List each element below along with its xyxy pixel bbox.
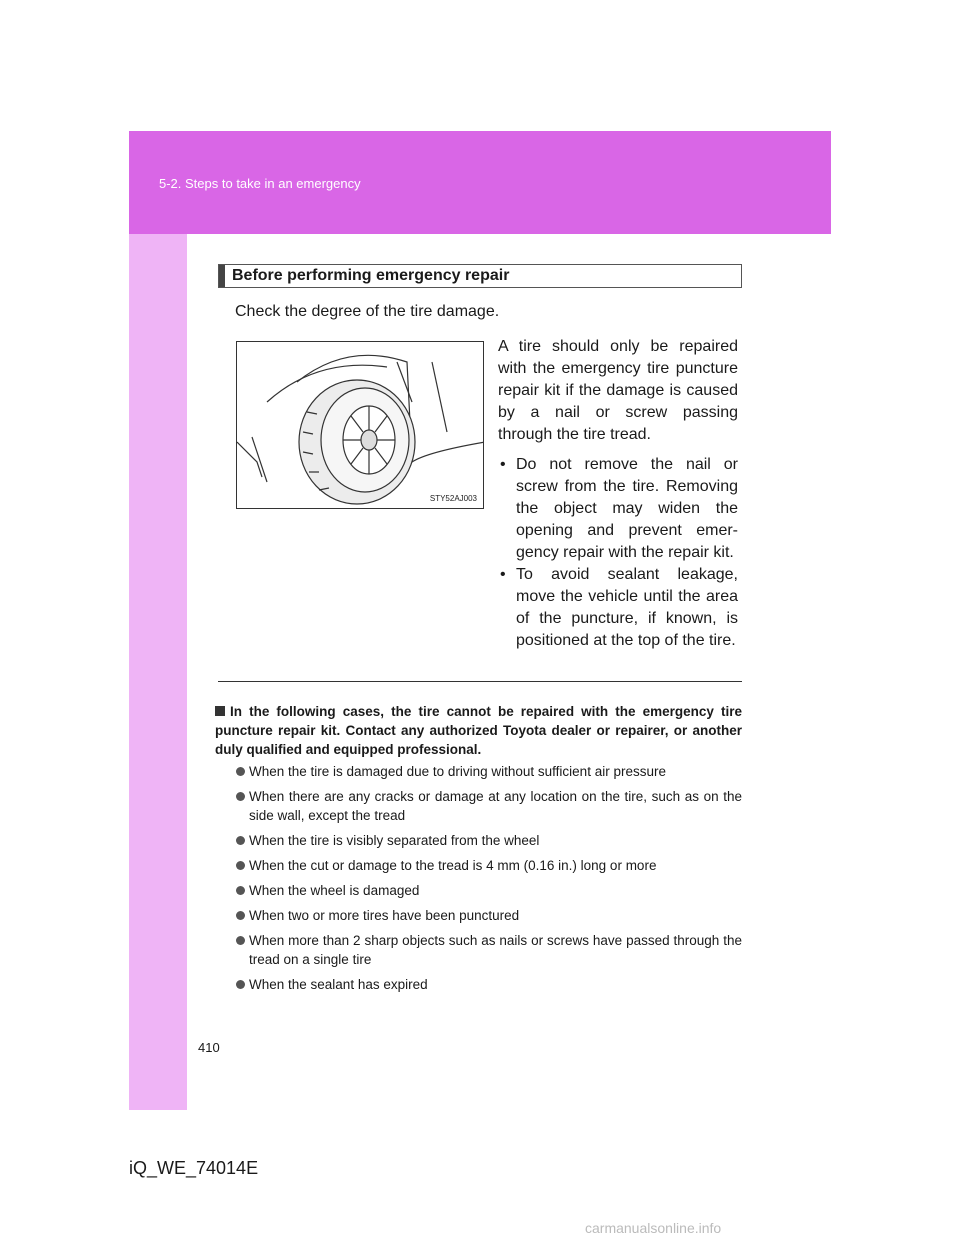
header-section-title: 5-2. Steps to take in an emergency: [159, 176, 361, 191]
list-item: • To avoid sealant leakage, move the vehicle until the area of the puncture, if known, is positioned at the top of the tire.: [498, 564, 738, 652]
note-heading-text: In the following cases, the tire cannot be repaired with the emergency tire puncture repair kit. Contact any authorized Toyota dealer or repairer, or another duly qualified and equipped professional.: [215, 704, 742, 757]
list-item: When the tire is visibly separated from the wheel: [235, 831, 742, 850]
flat-tire-icon: [237, 342, 484, 509]
intro-text: Check the degree of the tire damage.: [235, 303, 500, 320]
note-heading: [215, 702, 742, 759]
list-item: When two or more tires have been punctured: [235, 906, 742, 925]
list-item: When the cut or damage to the tread is 4 mm (0.16 in.) long or more: [235, 856, 742, 875]
caution-bullet-list: [498, 454, 738, 652]
figure-id-label: STY52AJ003: [429, 494, 477, 503]
square-bullet-icon: [215, 706, 225, 716]
divider: [218, 681, 742, 682]
tire-illustration: [236, 341, 484, 509]
side-tab-band: [129, 234, 187, 1110]
list-item: When more than 2 sharp objects such as nails or screws have passed through the tread on a single tire: [235, 931, 742, 969]
list-item: When the tire is damaged due to driving without sufficient air pressure: [235, 762, 742, 781]
list-item: • Do not remove the nail or screw from the tire. Removing the object may widen the opening and prevent emer-gency repair with the repair kit.: [498, 454, 738, 564]
section-heading-marker: [219, 265, 225, 287]
page-number: 410: [198, 1040, 220, 1055]
section-heading-box: [218, 264, 742, 288]
unrepairable-cases-list: [235, 762, 742, 1000]
list-item: When the sealant has expired: [235, 975, 742, 994]
repair-condition-text: A tire should only be repaired with the emergency tire puncture repair kit if the damage is caused by a nail or screw passing through the tire tread.: [498, 338, 738, 443]
list-item: When there are any cracks or damage at any location on the tire, such as on the side wall, except the tread: [235, 787, 742, 825]
section-heading-title: Before performing emergency repair: [232, 267, 510, 284]
list-item: When the wheel is damaged: [235, 881, 742, 900]
watermark: carmanualsonline.info: [585, 1220, 722, 1236]
document-code: iQ_WE_74014E: [129, 1158, 259, 1178]
